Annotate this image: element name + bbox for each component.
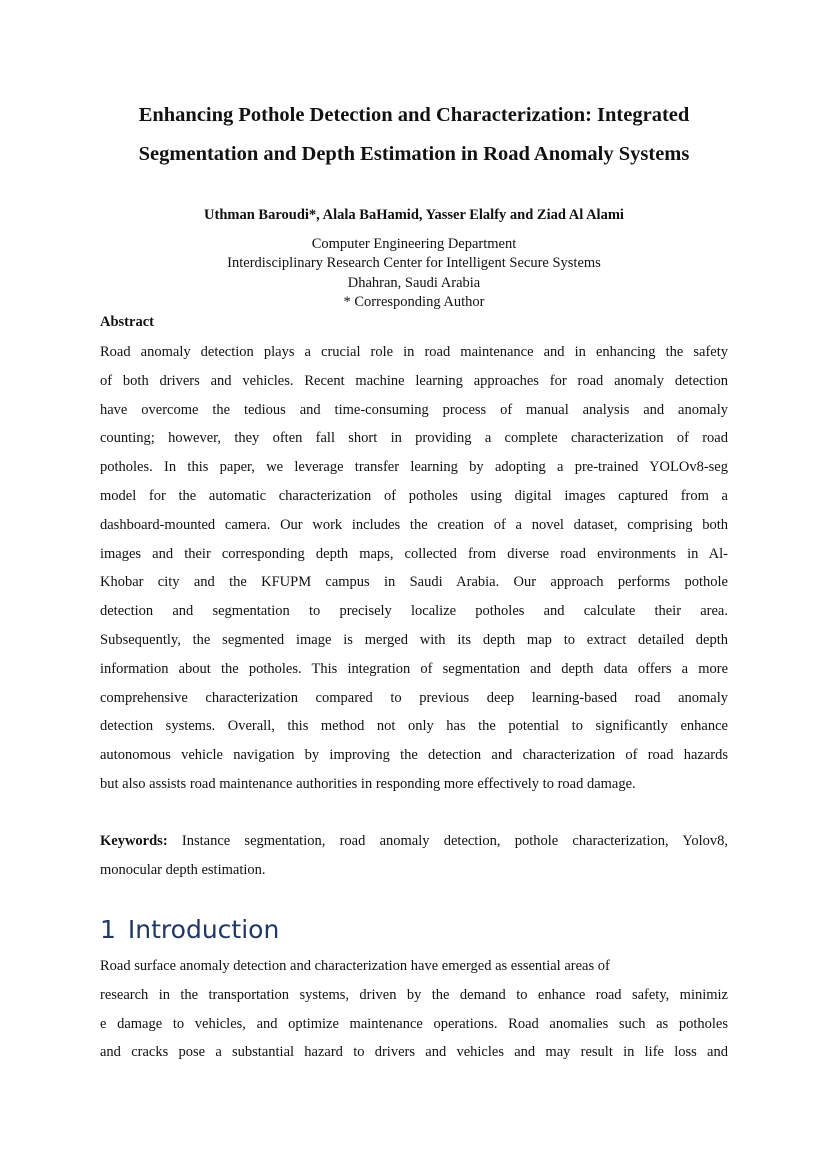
abstract-line: detection systems. Overall, this method not only has the potential to significantly enhance [100, 718, 728, 735]
paper-title [80, 96, 748, 174]
section-title: Introduction [127, 915, 280, 944]
abstract-body [100, 338, 728, 799]
abstract-line: potholes. In this paper, we leverage transfer learning by adopting a pre-trained YOLOv8-seg [100, 459, 728, 476]
abstract-line: information about the potholes. This integration of segmentation and depth data offers a more [100, 660, 728, 677]
section-heading-introduction [100, 910, 279, 950]
affiliation-department: Computer Engineering Department [311, 236, 517, 252]
abstract-line: model for the automatic characterization of potholes using digital images captured from a [100, 487, 728, 504]
introduction-body [100, 952, 728, 1067]
title-line-2: Segmentation and Depth Estimation in Road Anomaly Systems [138, 143, 690, 165]
title-line-1: Enhancing Pothole Detection and Characterization: Integrated [138, 104, 690, 126]
abstract-line: comprehensive characterization compared to previous deep learning-based road anomaly [100, 689, 728, 706]
abstract-heading: Abstract [100, 314, 154, 330]
intro-line: and cracks pose a substantial hazard to drivers and vehicles and may result in life loss and [100, 1044, 728, 1061]
abstract-line: Subsequently, the segmented image is merged with its depth map to extract detailed depth [100, 631, 728, 648]
keywords-line-1 [100, 827, 728, 856]
abstract-line: of both drivers and vehicles. Recent machine learning approaches for road anomaly detection [100, 372, 728, 389]
keywords-line-2: monocular depth estimation. [100, 861, 266, 878]
keywords-text: Instance segmentation, road anomaly detection, pothole characterization, Yolov8, [167, 833, 728, 849]
abstract-line: but also assists road maintenance authorities in responding more effectively to road damage. [100, 775, 636, 792]
author-list: Uthman Baroudi*, Alala BaHamid, Yasser Elalfy and Ziad Al Alami [204, 207, 624, 223]
intro-line: research in the transportation systems, driven by the demand to enhance road safety, minimiz [100, 986, 728, 1003]
abstract-line: images and their corresponding depth maps, collected from diverse road environments in Al- [100, 545, 728, 562]
abstract-line: have overcome the tedious and time-consuming process of manual analysis and anomaly [100, 401, 728, 418]
section-number: 1 [100, 915, 116, 944]
intro-line: Road surface anomaly detection and characterization have emerged as essential areas of [100, 958, 610, 974]
keywords-label: Keywords: [100, 833, 168, 849]
abstract-line: autonomous vehicle navigation by improving the detection and characterization of road hazards [100, 747, 728, 764]
abstract-line: dashboard-mounted camera. Our work includes the creation of a novel dataset, comprising both [100, 516, 728, 533]
keywords-block [100, 827, 728, 885]
abstract-line: Khobar city and the KFUPM campus in Saudi Arabia. Our approach performs pothole [100, 574, 728, 591]
abstract-line: counting; however, they often fall short in providing a complete characterization of road [100, 430, 728, 447]
affiliation-block [80, 235, 748, 312]
affiliation-center: Interdisciplinary Research Center for Intelligent Secure Systems [227, 255, 601, 272]
intro-line: e damage to vehicles, and optimize maintenance operations. Road anomalies such as potholes [100, 1015, 728, 1032]
abstract-line: detection and segmentation to precisely localize potholes and calculate their area. [100, 603, 728, 620]
corresponding-author-note: * Corresponding Author [343, 293, 485, 310]
abstract-line: Road anomaly detection plays a crucial role in road maintenance and in enhancing the safety [100, 344, 728, 360]
affiliation-location: Dhahran, Saudi Arabia [347, 274, 481, 291]
